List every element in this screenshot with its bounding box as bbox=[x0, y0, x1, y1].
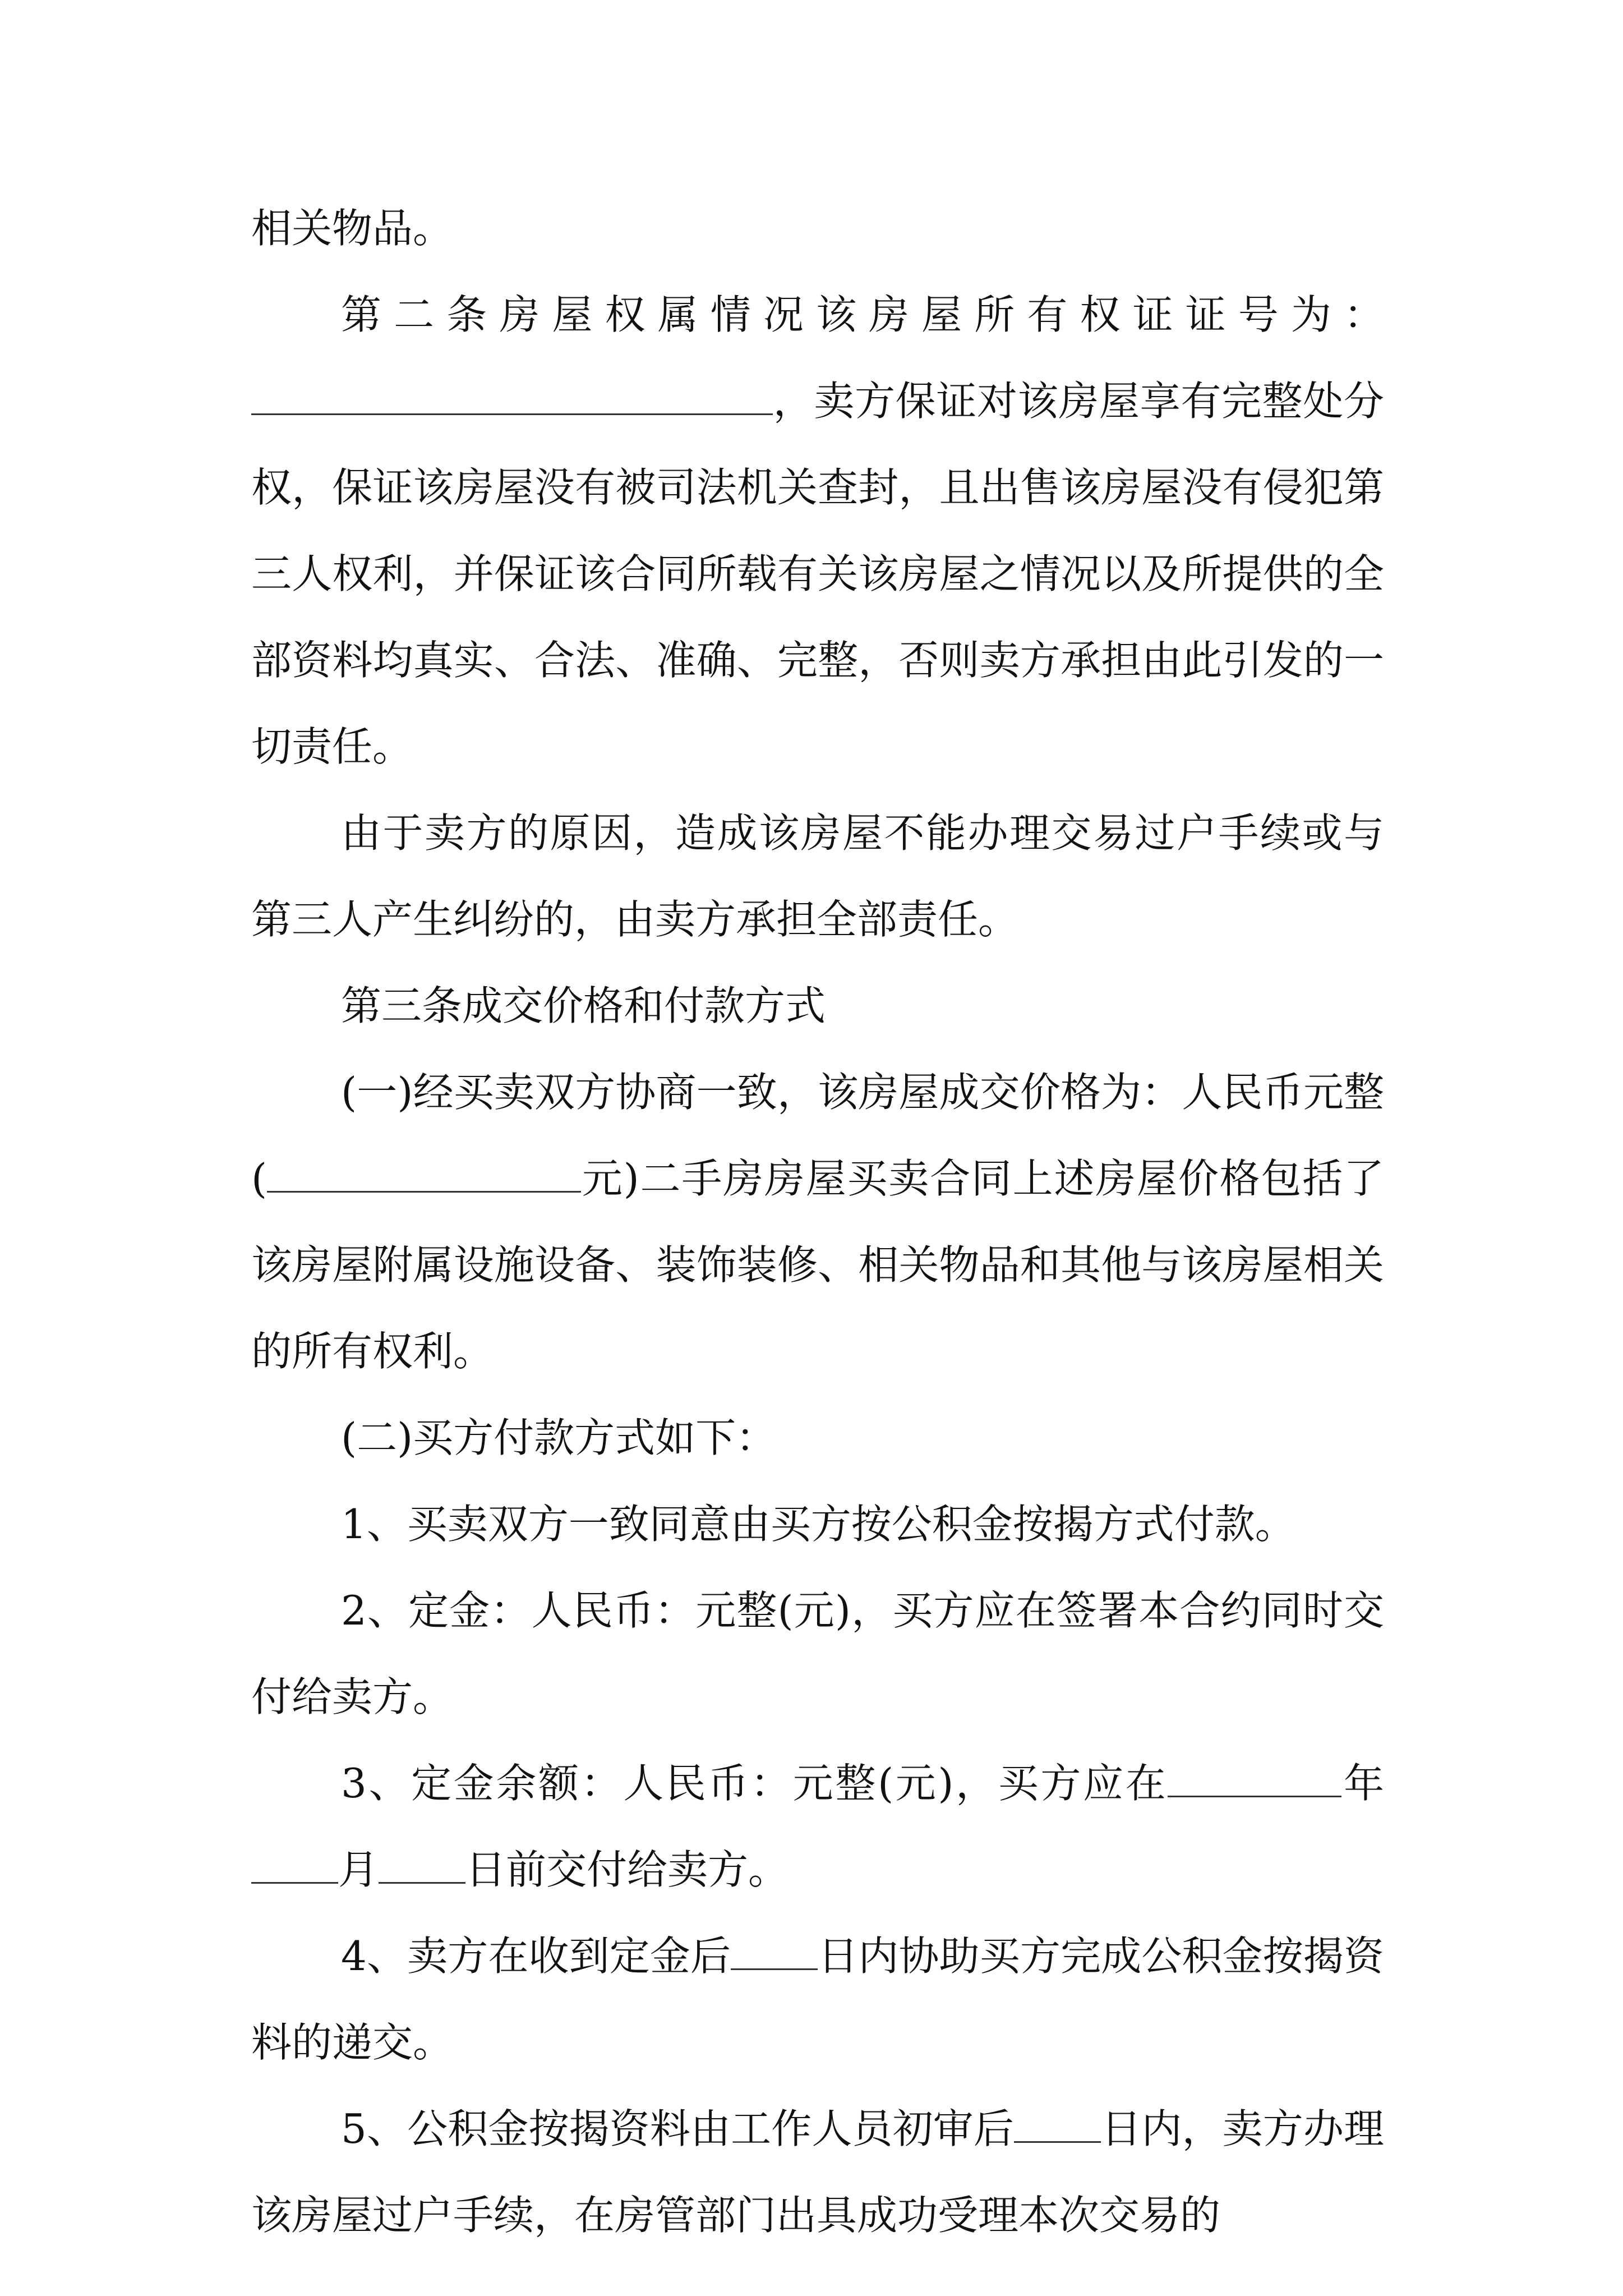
document-page bbox=[251, 185, 1384, 2258]
days-blank-2 bbox=[1014, 2103, 1101, 2143]
seller-liability-text: 由于卖方的原因，造成该房屋不能办理交易过户手续或与第三人产生纠纷的，由卖方承担全部责任。 bbox=[251, 809, 1384, 943]
item-4-text: 4、卖方在收到定金后 bbox=[341, 1932, 731, 1980]
month-label: 月 bbox=[338, 1846, 379, 1893]
days-blank-1 bbox=[731, 1930, 818, 1970]
paragraph-item-2 bbox=[251, 1567, 1384, 1740]
year-label: 年 bbox=[1341, 1760, 1384, 1807]
price-amount-blank bbox=[267, 1153, 581, 1193]
day-blank bbox=[379, 1844, 465, 1884]
item-3-text: 3、定金余额：人民币：元整(元)，买方应在 bbox=[341, 1760, 1168, 1807]
item-5-text-end: 日内，卖方办理该房屋过户手续，在房管部门出具成功受理本次交易的 bbox=[251, 2105, 1384, 2239]
paragraph-seller-liability bbox=[251, 790, 1384, 963]
paragraph-price bbox=[251, 1049, 1384, 1395]
paragraph-item-3 bbox=[251, 1740, 1384, 1913]
item-1-text: 1、买卖双方一致同意由买方按公积金按揭方式付款。 bbox=[341, 1501, 1295, 1548]
paragraph-item-1 bbox=[251, 1481, 1384, 1567]
paragraph-article-2 bbox=[251, 272, 1384, 790]
paragraph-article-3-title bbox=[251, 963, 1384, 1049]
paragraph-item-4 bbox=[251, 1913, 1384, 2086]
item-5-text: 5、公积金按揭资料由工作人员初审后 bbox=[341, 2105, 1015, 2152]
article-3-title-text: 第三条成交价格和付款方式 bbox=[341, 982, 826, 1029]
price-text-end: 元)二手房房屋买卖合同上述房屋价格包括了该房屋附属设施设备、装饰装修、相关物品和其他与该房屋相关的所有权利。 bbox=[251, 1155, 1384, 1375]
price-text-start: (一)经买卖双方协商一致，该房屋成交价格为：人民币元整( bbox=[251, 1069, 1384, 1202]
article-2-heading-text: 第二条房屋权属情况该房屋所有权证证号为： bbox=[341, 291, 1384, 338]
item-4-text-end: 日内协助买方完成公积金按揭资料的递交。 bbox=[251, 1932, 1384, 2066]
payment-method-text: (二)买方付款方式如下： bbox=[341, 1414, 777, 1461]
paragraph-1-text: 相关物品。 bbox=[251, 205, 454, 252]
article-2-body-text: ，卖方保证对该房屋享有完整处分权，保证该房屋没有被司法机关查封，且出售该房屋没有侵犯第三人权利，并保证该合同所载有关该房屋之情况以及所提供的全部资料均真实、合法、准确、完整，否则卖方承担由此引发的一切责任。 bbox=[251, 378, 1384, 770]
paragraph-1 bbox=[251, 185, 1384, 272]
month-blank bbox=[251, 1844, 338, 1884]
paragraph-payment-method bbox=[251, 1395, 1384, 1481]
paragraph-item-5 bbox=[251, 2086, 1384, 2258]
item-2-text: 2、定金：人民币：元整(元)，买方应在签署本合约同时交付给卖方。 bbox=[251, 1587, 1384, 1720]
item-3-text-end: 日前交付给卖方。 bbox=[465, 1846, 789, 1893]
certificate-number-blank bbox=[251, 375, 773, 415]
year-blank bbox=[1168, 1757, 1341, 1797]
